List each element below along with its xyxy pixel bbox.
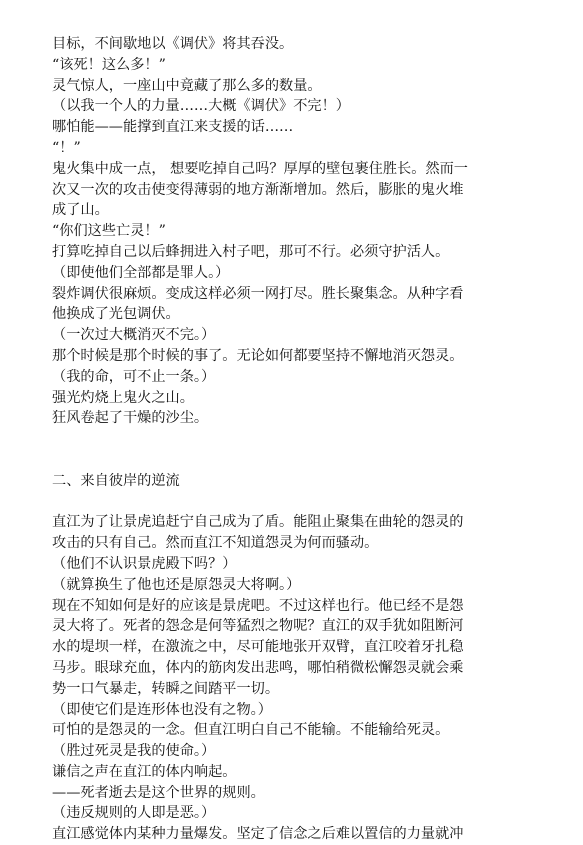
text-line: 灵大将了。死者的怨念是何等猛烈之物呢？直江的双手犹如阻断河 [52,618,464,635]
text-line: （违反规则的人即是恶。） [52,805,216,822]
text-line: （以我一个人的力量……大概《调伏》不完！） [52,98,350,115]
text-line: （即使他们全部都是罪人。） [52,264,230,281]
text-line: 成了山。 [52,202,109,219]
text-line: 可怕的是怨灵的一念。但直江明白自己不能输。不能输给死灵。 [52,722,450,739]
text-line: 灵气惊人，一座山中竟藏了那么多的数量。 [52,77,322,94]
text-line: 马步。眼球充血，体内的筋肉发出悲鸣，哪怕稍微松懈怨灵就会乘 [52,659,464,676]
text-line: 次又一次的攻击使变得薄弱的地方渐渐增加。然后，膨胀的鬼火堆 [52,181,464,198]
text-line: “你们这些亡灵！” [52,223,166,240]
text-line: 势一口气暴走，转瞬之间踏平一切。 [52,680,280,697]
text-line: （我的命，可不止一条。） [52,368,216,385]
text-line: 现在不知如何是好的应该是景虎吧。不过这样也行。他已经不是怨 [52,597,464,614]
text-line: 那个时候是那个时候的事了。无论如何都要坚持不懈地消灭怨灵。 [52,347,464,364]
text-line: 目标，不间歇地以《调伏》将其吞没。 [52,36,294,52]
text-line: 哪怕能——能撑到直江来支援的话…… [52,119,294,136]
text-line: 打算吃掉自己以后蜂拥进入村子吧，那可不行。必须守护活人。 [52,243,450,260]
spacer [52,429,552,450]
text-line: 直江为了让景虎追赶宁自己成为了盾。能阻止聚集在曲轮的怨灵的 [52,514,464,531]
text-line: （就算换生了他也还是原怨灵大将啊。） [52,576,301,593]
text-line: （胜过死灵是我的使命。） [52,743,216,760]
text-line: （他们不认识景虎殿下吗？） [52,555,237,572]
text-line: 攻击的只有自己。然而直江不知道怨灵为何而骚动。 [52,535,379,552]
text-line: “！” [52,139,81,156]
spacer [52,450,552,471]
text-line: 狂风卷起了干燥的沙尘。 [52,410,209,427]
text-line: （即使它们是连形体也没有之物。） [52,701,272,718]
text-line: 裂炸调伏很麻烦。变成这样必须一网打尽。胜长聚集念。从种字看 [52,285,464,302]
text-line: 直江感觉体内某种力量爆发。坚定了信念之后难以置信的力量就冲 [52,826,464,843]
text-line: （一次过大概消灭不完。） [52,327,216,344]
text-line: 鬼火集中成一点， 想要吃掉自己吗？厚厚的壁包裹住胜长。然而一 [52,160,468,177]
text-line: 水的堤坝一样，在激流之中，尽可能地张开双臂，直江咬着牙扎稳 [52,639,464,656]
text-line: 他换成了光包调伏。 [52,306,180,323]
document-page [52,34,552,845]
spacer [52,492,552,513]
section-1-body [52,34,552,429]
text-line: 谦信之声在直江的体内响起。 [52,763,237,780]
text-line: 强光灼烧上鬼火之山。 [52,389,194,406]
text-line: ——死者逝去是这个世界的规则。 [52,784,265,801]
section-heading: 二、来自彼岸的逆流 [52,472,180,489]
section-2-body [52,512,552,845]
text-line: “该死！这么多！” [52,56,166,73]
